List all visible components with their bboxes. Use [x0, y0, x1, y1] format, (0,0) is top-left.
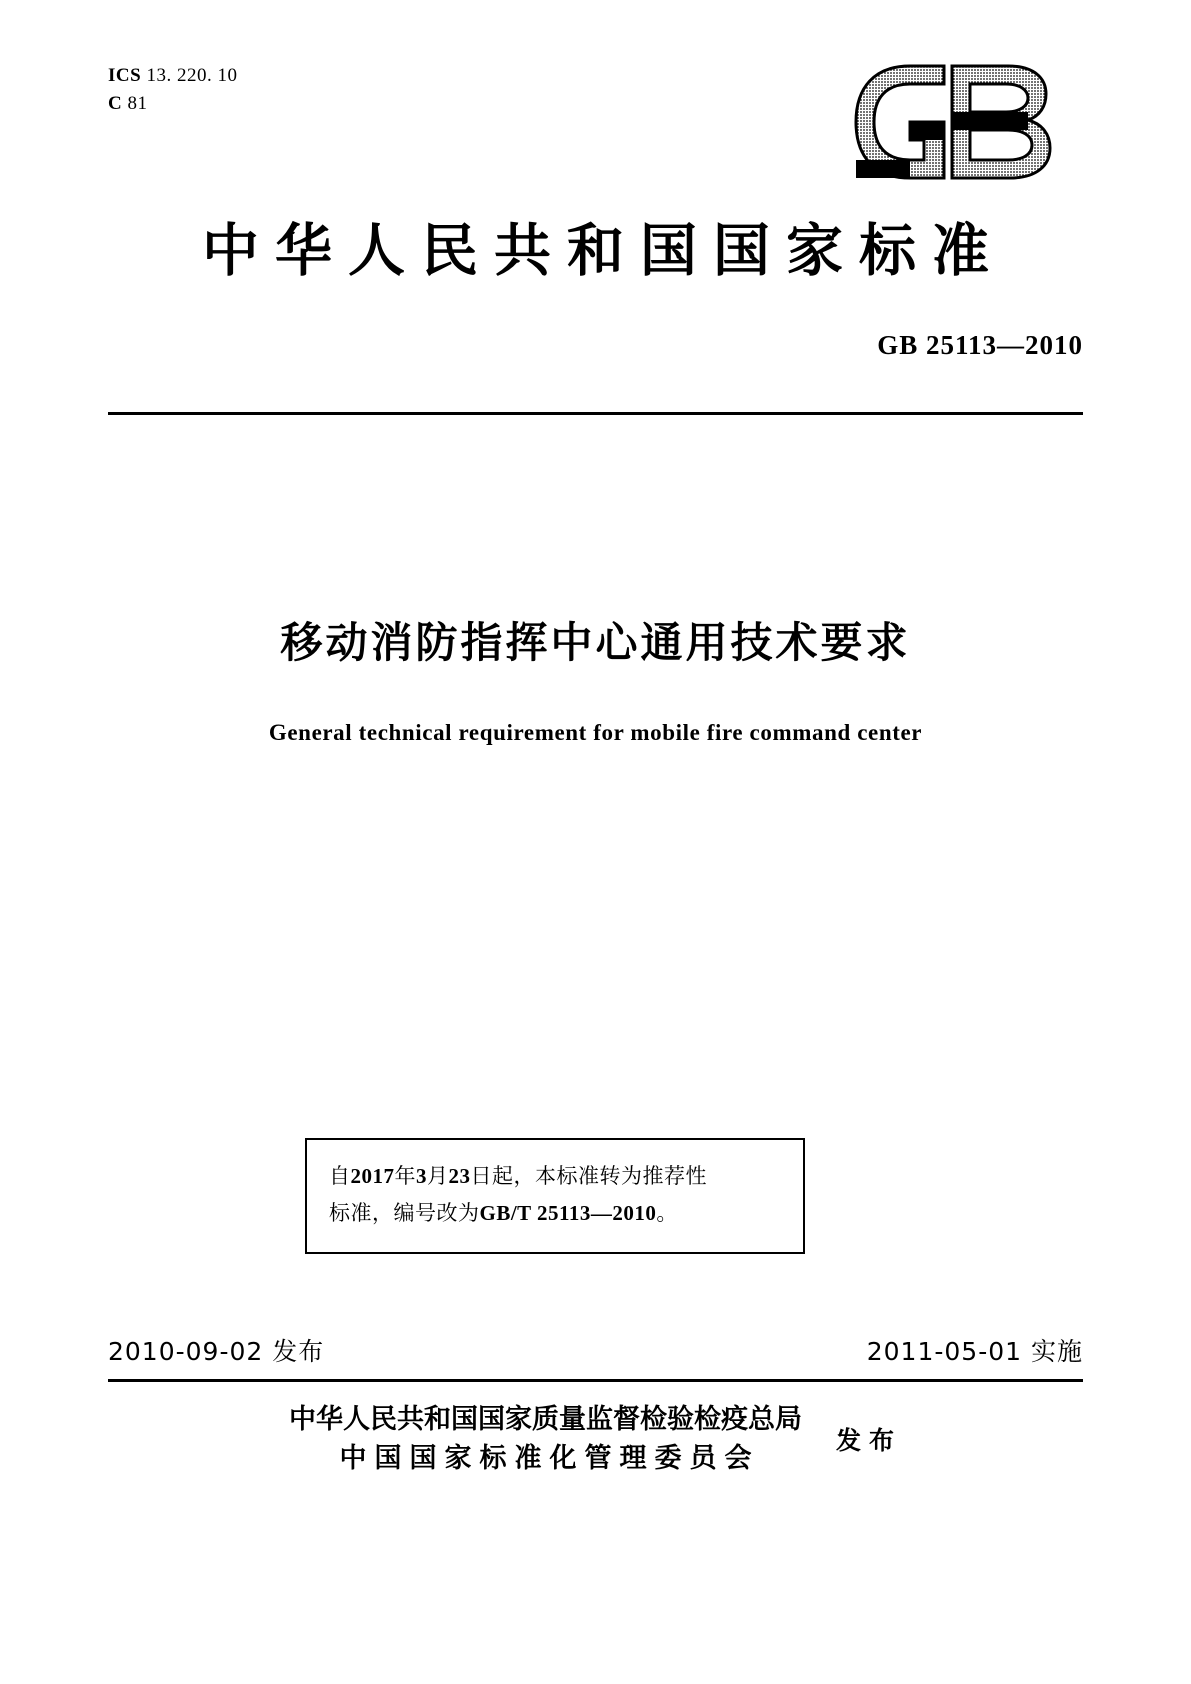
gb-emblem-logo [848, 60, 1083, 185]
dates-row [108, 1332, 1083, 1368]
classification-label: C [108, 92, 123, 114]
notice-line-2 [329, 1195, 781, 1232]
bottom-divider [108, 1379, 1083, 1382]
ics-block [108, 62, 237, 117]
notice-year: 2017 [350, 1164, 395, 1188]
national-standard-title: 中华人民共和国国家标准 [202, 218, 1005, 284]
issuer-organization-2: 中国国家标准化管理委员会 [339, 1443, 760, 1475]
issuer-names [289, 1400, 802, 1478]
notice-line-1 [329, 1158, 781, 1195]
notice-prefix: 自 [329, 1164, 351, 1188]
notice-month-unit: 月 [427, 1164, 449, 1188]
document-title-english: General technical requirement for mobile fire command center [268, 720, 923, 745]
implementation-date: 2011-05-01 实施 [866, 1337, 1083, 1366]
notice-line1-tail: 日起，本标准转为推荐性 [470, 1164, 707, 1188]
standard-number: GB 25113—2010 [877, 330, 1083, 360]
ics-value: 13. 220. 10 [146, 65, 238, 86]
notice-day: 23 [448, 1164, 471, 1188]
top-divider [108, 412, 1083, 415]
ics-line [108, 62, 237, 90]
issue-date: 2010-09-02 发布 [108, 1337, 325, 1366]
classification-line [108, 90, 237, 118]
notice-new-code: GB/T 25113—2010 [479, 1200, 657, 1225]
issuer-publish-label: 发布 [835, 1426, 902, 1456]
status-notice-box [305, 1138, 805, 1254]
notice-line2-suffix: 。 [656, 1200, 678, 1225]
issuer-organization-1: 中华人民共和国国家质量监督检验检疫总局 [288, 1404, 802, 1435]
notice-line2-prefix: 标准，编号改为 [329, 1200, 480, 1225]
ics-label: ICS [108, 65, 142, 86]
notice-month: 3 [416, 1164, 427, 1188]
notice-year-unit: 年 [394, 1164, 416, 1188]
issuer-block [108, 1400, 1083, 1478]
document-title-chinese: 移动消防指挥中心通用技术要求 [280, 618, 911, 667]
classification-value: 81 [127, 92, 148, 114]
